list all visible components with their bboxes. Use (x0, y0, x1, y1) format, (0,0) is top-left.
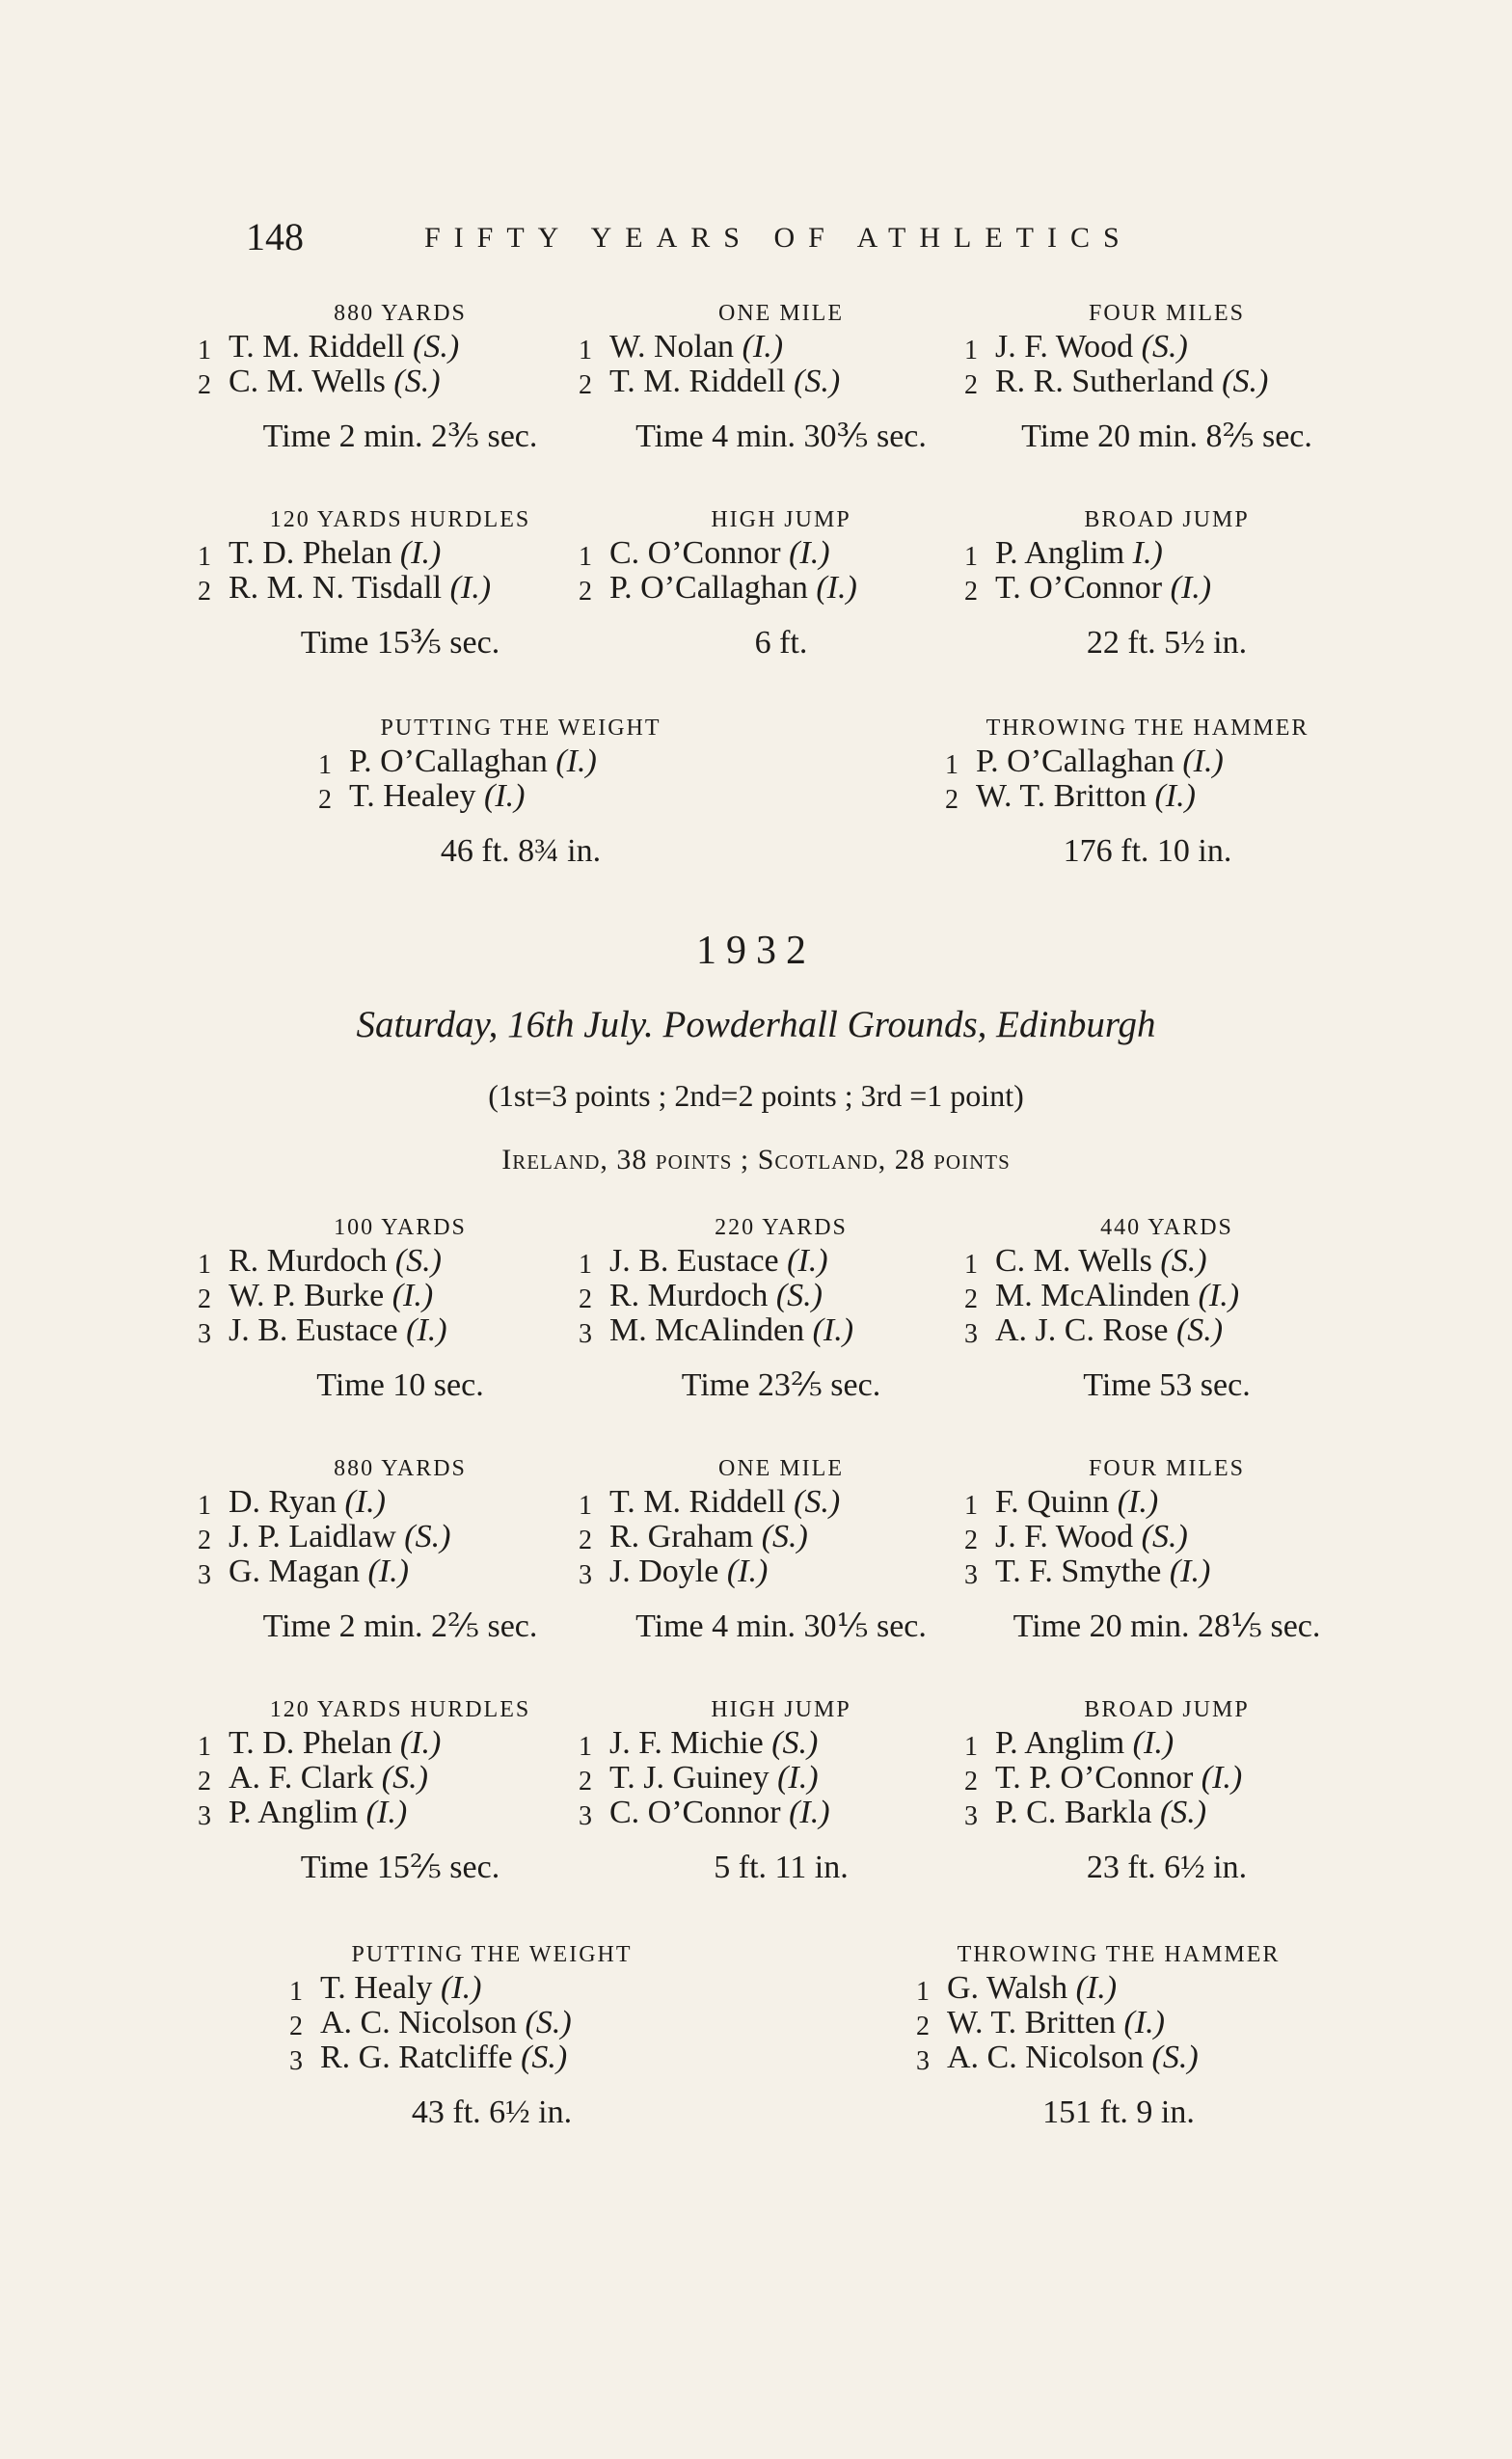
country-code: (I.) (1123, 2005, 1165, 2040)
final-score: Ireland, 38 points ; Scotland, 28 points (501, 1144, 1011, 1175)
country-code: I.) (1132, 535, 1163, 571)
placing-third: 3 A. J. C. Rose (S.) (964, 1312, 1224, 1349)
country-code: (S.) (771, 1725, 819, 1761)
event-220-yards (579, 1211, 984, 1404)
event-result: Time 2 min. 2⅖ sec. (262, 1608, 538, 1644)
event-name: 880 YARDS (334, 301, 467, 326)
country-code: (S.) (794, 364, 841, 399)
placing-second: 2 T. Healey (I.) (318, 778, 526, 815)
event-result: Time 2 min. 2⅗ sec. (262, 419, 538, 454)
country-code: (S.) (1175, 1312, 1224, 1348)
event-name: THROWING THE HAMMER (986, 716, 1310, 741)
prev-event-four-miles (964, 297, 1369, 455)
running-title: FIFTY YEARS OF ATHLETICS (424, 222, 1133, 254)
country-code: (I.) (816, 570, 857, 606)
event-name: ONE MILE (718, 301, 844, 326)
placing-second: 2 C. M. Wells (S.) (198, 364, 441, 400)
athlete-name: A. C. Nicolson (947, 2040, 1144, 2075)
placing-second: 2 T. O’Connor (I.) (964, 570, 1212, 607)
country-code: (S.) (525, 2005, 572, 2040)
athlete-name: J. F. Wood (995, 1519, 1134, 1554)
athlete-name: P. O’Callaghan (349, 743, 548, 779)
country-code: (S.) (761, 1519, 808, 1554)
placing-first: 1 R. Murdoch (S.) (198, 1243, 442, 1280)
event-result: 5 ft. 11 in. (714, 1850, 849, 1885)
event-name: 100 YARDS (334, 1215, 467, 1240)
athlete-name: G. Walsh (947, 1970, 1068, 2006)
athlete-name: W. T. Britten (947, 2005, 1117, 2040)
event-high-jump (579, 1693, 984, 1886)
placing-second: 2 T. M. Riddell (S.) (579, 364, 841, 400)
athlete-name: C. O’Connor (609, 1795, 781, 1830)
event-four-miles (964, 1452, 1369, 1645)
event-name: ONE MILE (718, 1456, 844, 1481)
event-name: THROWING THE HAMMER (957, 1942, 1281, 1967)
placing-second: 2 J. P. Laidlaw (S.) (198, 1519, 451, 1555)
country-code: (I.) (1169, 1554, 1211, 1589)
placing-first: 1 T. M. Riddell (S.) (198, 329, 460, 365)
placing-first: 1 T. M. Riddell (S.) (579, 1484, 841, 1521)
event-result: 176 ft. 10 in. (1063, 833, 1232, 869)
event-name: PUTTING THE WEIGHT (351, 1942, 633, 1967)
country-code: (I.) (484, 778, 526, 814)
athlete-name: P. O’Callaghan (609, 570, 808, 606)
placing-first: 1 F. Quinn (I.) (964, 1484, 1159, 1521)
placing-second: 2 T. P. O’Connor (I.) (964, 1760, 1243, 1797)
athlete-name: M. McAlinden (609, 1312, 805, 1348)
country-code: (I.) (1201, 1760, 1243, 1796)
athlete-name: J. B. Eustace (229, 1312, 398, 1348)
placing-third: 3 J. B. Eustace (I.) (198, 1312, 447, 1349)
athlete-name: T. D. Phelan (229, 535, 392, 571)
athlete-name: P. O’Callaghan (976, 743, 1174, 779)
placing-second: 2 T. J. Guiney (I.) (579, 1760, 819, 1797)
event-name: 120 YARDS HURDLES (269, 507, 531, 532)
event-result: Time 20 min. 28⅕ sec. (1012, 1608, 1321, 1644)
country-code: (I.) (1132, 1725, 1174, 1761)
country-code: (I.) (812, 1312, 854, 1348)
country-code: (S.) (393, 364, 441, 399)
event-name: HIGH JUMP (711, 507, 851, 532)
country-code: (I.) (399, 535, 442, 571)
prev-event-throwing-the-hammer (945, 712, 1350, 870)
athlete-name: R. M. N. Tisdall (229, 570, 443, 606)
athlete-name: C. O’Connor (609, 535, 781, 571)
placing-second: 2 P. O’Callaghan (I.) (579, 570, 857, 607)
placing-third: 3 P. C. Barkla (S.) (964, 1795, 1207, 1831)
placing-second: 2 J. F. Wood (S.) (964, 1519, 1188, 1555)
athlete-name: R. Murdoch (229, 1243, 388, 1279)
placing-first: 1 T. D. Phelan (I.) (198, 1725, 442, 1762)
country-code: (S.) (1160, 1243, 1207, 1279)
athlete-name: C. M. Wells (229, 364, 386, 399)
athlete-name: T. O’Connor (995, 570, 1163, 606)
meeting-dateline: Saturday, 16th July. Powderhall Grounds, Edinburgh (356, 1004, 1156, 1045)
placing-first: 1 P. Anglim I.) (964, 535, 1163, 572)
athlete-name: T. J. Guiney (609, 1760, 770, 1796)
country-code: (I.) (367, 1554, 409, 1589)
athlete-name: W. Nolan (609, 329, 735, 365)
placing-first: 1 W. Nolan (I.) (579, 329, 784, 365)
placing-third: 3 C. O’Connor (I.) (579, 1795, 830, 1831)
placing-second: 2 R. R. Sutherland (S.) (964, 364, 1269, 400)
event-result: Time 10 sec. (316, 1367, 484, 1403)
event-name: FOUR MILES (1088, 1456, 1246, 1481)
athlete-name: A. F. Clark (229, 1760, 374, 1796)
prev-event-high-jump (579, 503, 984, 662)
athlete-name: D. Ryan (229, 1484, 337, 1520)
placing-first: 1 P. Anglim (I.) (964, 1725, 1174, 1762)
country-code: (I.) (726, 1554, 769, 1589)
placing-second: 2 W. T. Britten (I.) (916, 2005, 1165, 2041)
country-code: (I.) (742, 329, 784, 365)
athlete-name: J. F. Michie (609, 1725, 764, 1761)
event-name: PUTTING THE WEIGHT (380, 716, 662, 741)
event-result: Time 15⅗ sec. (300, 625, 500, 661)
placing-first: 1 G. Walsh (I.) (916, 1970, 1118, 2007)
event-broad-jump (964, 1693, 1369, 1886)
event-name: 120 YARDS HURDLES (269, 1697, 531, 1722)
country-code: (I.) (344, 1484, 386, 1520)
country-code: (S.) (1159, 1795, 1207, 1830)
athlete-name: A. C. Nicolson (320, 2005, 517, 2040)
country-code: (S.) (394, 1243, 442, 1279)
athlete-name: T. M. Riddell (609, 364, 786, 399)
country-code: (S.) (381, 1760, 428, 1796)
country-code: (S.) (775, 1278, 823, 1313)
event-result: Time 4 min. 30⅗ sec. (635, 419, 927, 454)
athlete-name: W. P. Burke (229, 1278, 385, 1313)
placing-third: 3 M. McAlinden (I.) (579, 1312, 854, 1349)
country-code: (I.) (789, 1795, 830, 1830)
event-result: 43 ft. 6½ in. (411, 2094, 573, 2130)
meeting-year-heading: 1932 (696, 929, 816, 973)
athlete-name: C. M. Wells (995, 1243, 1152, 1279)
athlete-name: T. P. O’Connor (995, 1760, 1194, 1796)
prev-event-broad-jump (964, 503, 1369, 662)
athlete-name: T. D. Phelan (229, 1725, 392, 1761)
event-440-yards (964, 1211, 1369, 1404)
event-result: 6 ft. (754, 625, 808, 661)
country-code: (S.) (404, 1519, 451, 1554)
country-code: (S.) (521, 2040, 568, 2075)
athlete-name: T. M. Riddell (229, 329, 405, 365)
prev-event-120-yards-hurdles (198, 503, 603, 662)
athlete-name: P. Anglim (995, 1725, 1125, 1761)
event-result: 46 ft. 8¾ in. (440, 833, 602, 869)
placing-first: 1 J. F. Wood (S.) (964, 329, 1188, 365)
placing-second: 2 W. T. Britton (I.) (945, 778, 1196, 815)
country-code: (I.) (449, 570, 492, 606)
athlete-name: P. C. Barkla (995, 1795, 1152, 1830)
page-header (246, 214, 1307, 272)
country-code: (S.) (1141, 1519, 1188, 1554)
event-name: 440 YARDS (1100, 1215, 1233, 1240)
country-code: (I.) (399, 1725, 442, 1761)
country-code: (S.) (794, 1484, 841, 1520)
prev-event-one-mile (579, 297, 984, 455)
athlete-name: T. M. Riddell (609, 1484, 786, 1520)
athlete-name: T. Healy (320, 1970, 433, 2006)
event-name: HIGH JUMP (711, 1697, 851, 1722)
event-name: FOUR MILES (1088, 301, 1246, 326)
placing-first: 1 J. B. Eustace (I.) (579, 1243, 828, 1280)
points-system: (1st=3 points ; 2nd=2 points ; 3rd =1 point) (488, 1078, 1024, 1113)
event-100-yards (198, 1211, 603, 1404)
event-result: 23 ft. 6½ in. (1086, 1850, 1248, 1885)
placing-second: 2 R. Graham (S.) (579, 1519, 808, 1555)
athlete-name: J. P. Laidlaw (229, 1519, 396, 1554)
event-result: Time 15⅖ sec. (300, 1850, 500, 1885)
event-result: Time 4 min. 30⅕ sec. (635, 1608, 927, 1644)
country-code: (I.) (440, 1970, 482, 2006)
athlete-name: P. Anglim (995, 535, 1125, 571)
event-120-yards-hurdles (198, 1693, 603, 1886)
athlete-name: R. R. Sutherland (995, 364, 1214, 399)
athlete-name: M. McAlinden (995, 1278, 1191, 1313)
country-code: (I.) (787, 1243, 828, 1279)
event-result: Time 53 sec. (1083, 1367, 1251, 1403)
placing-second: 2 W. P. Burke (I.) (198, 1278, 434, 1314)
placing-first: 1 P. O’Callaghan (I.) (318, 743, 597, 780)
placing-first: 1 T. Healy (I.) (289, 1970, 482, 2007)
athlete-name: R. Murdoch (609, 1278, 769, 1313)
athlete-name: J. Doyle (609, 1554, 719, 1589)
event-putting-the-weight (289, 1938, 694, 2131)
athlete-name: R. G. Ratcliffe (320, 2040, 513, 2075)
placing-third: 3 R. G. Ratcliffe (S.) (289, 2040, 568, 2076)
country-code: (I.) (1182, 743, 1224, 779)
country-code: (I.) (555, 743, 597, 779)
placing-first: 1 T. D. Phelan (I.) (198, 535, 442, 572)
prev-event-putting-the-weight (318, 712, 723, 870)
event-result: 151 ft. 9 in. (1042, 2094, 1195, 2130)
country-code: (I.) (1117, 1484, 1159, 1520)
prev-event-880-yards (198, 297, 603, 455)
country-code: (I.) (777, 1760, 819, 1796)
athlete-name: G. Magan (229, 1554, 360, 1589)
country-code: (I.) (789, 535, 830, 571)
event-880-yards (198, 1452, 603, 1645)
country-code: (I.) (1170, 570, 1212, 606)
placing-first: 1 P. O’Callaghan (I.) (945, 743, 1224, 780)
event-name: 220 YARDS (715, 1215, 848, 1240)
placing-second: 2 R. M. N. Tisdall (I.) (198, 570, 492, 607)
athlete-name: A. J. C. Rose (995, 1312, 1169, 1348)
country-code: (S.) (1141, 329, 1188, 365)
event-name: BROAD JUMP (1084, 507, 1250, 532)
athlete-name: T. Healey (349, 778, 476, 814)
country-code: (I.) (406, 1312, 447, 1348)
country-code: (S.) (1222, 364, 1269, 399)
placing-first: 1 C. M. Wells (S.) (964, 1243, 1207, 1280)
event-one-mile (579, 1452, 984, 1645)
athlete-name: J. F. Wood (995, 329, 1134, 365)
placing-first: 1 J. F. Michie (S.) (579, 1725, 819, 1762)
country-code: (I.) (1075, 1970, 1118, 2006)
athlete-name: J. B. Eustace (609, 1243, 779, 1279)
country-code: (I.) (1154, 778, 1196, 814)
country-code: (I.) (392, 1278, 434, 1313)
placing-third: 3 P. Anglim (I.) (198, 1795, 408, 1831)
country-code: (I.) (365, 1795, 408, 1830)
country-code: (S.) (413, 329, 460, 365)
placing-second: 2 A. C. Nicolson (S.) (289, 2005, 572, 2041)
placing-third: 3 A. C. Nicolson (S.) (916, 2040, 1199, 2076)
country-code: (S.) (1151, 2040, 1199, 2075)
placing-second: 2 M. McAlinden (I.) (964, 1278, 1240, 1314)
placing-second: 2 A. F. Clark (S.) (198, 1760, 428, 1797)
athlete-name: W. T. Britton (976, 778, 1147, 814)
placing-third: 3 G. Magan (I.) (198, 1554, 409, 1590)
event-result: Time 20 min. 8⅖ sec. (1021, 419, 1312, 454)
placing-first: 1 C. O’Connor (I.) (579, 535, 830, 572)
event-result: 22 ft. 5½ in. (1086, 625, 1248, 661)
placing-third: 3 J. Doyle (I.) (579, 1554, 769, 1590)
country-code: (I.) (1198, 1278, 1240, 1313)
event-name: BROAD JUMP (1084, 1697, 1250, 1722)
athlete-name: P. Anglim (229, 1795, 359, 1830)
event-result: Time 23⅖ sec. (681, 1367, 881, 1403)
event-name: 880 YARDS (334, 1456, 467, 1481)
placing-first: 1 D. Ryan (I.) (198, 1484, 386, 1521)
placing-third: 3 T. F. Smythe (I.) (964, 1554, 1211, 1590)
placing-second: 2 R. Murdoch (S.) (579, 1278, 823, 1314)
athlete-name: T. F. Smythe (995, 1554, 1162, 1589)
athlete-name: R. Graham (609, 1519, 754, 1554)
page-number: 148 (246, 215, 304, 258)
athlete-name: F. Quinn (995, 1484, 1110, 1520)
event-throwing-the-hammer (916, 1938, 1321, 2131)
